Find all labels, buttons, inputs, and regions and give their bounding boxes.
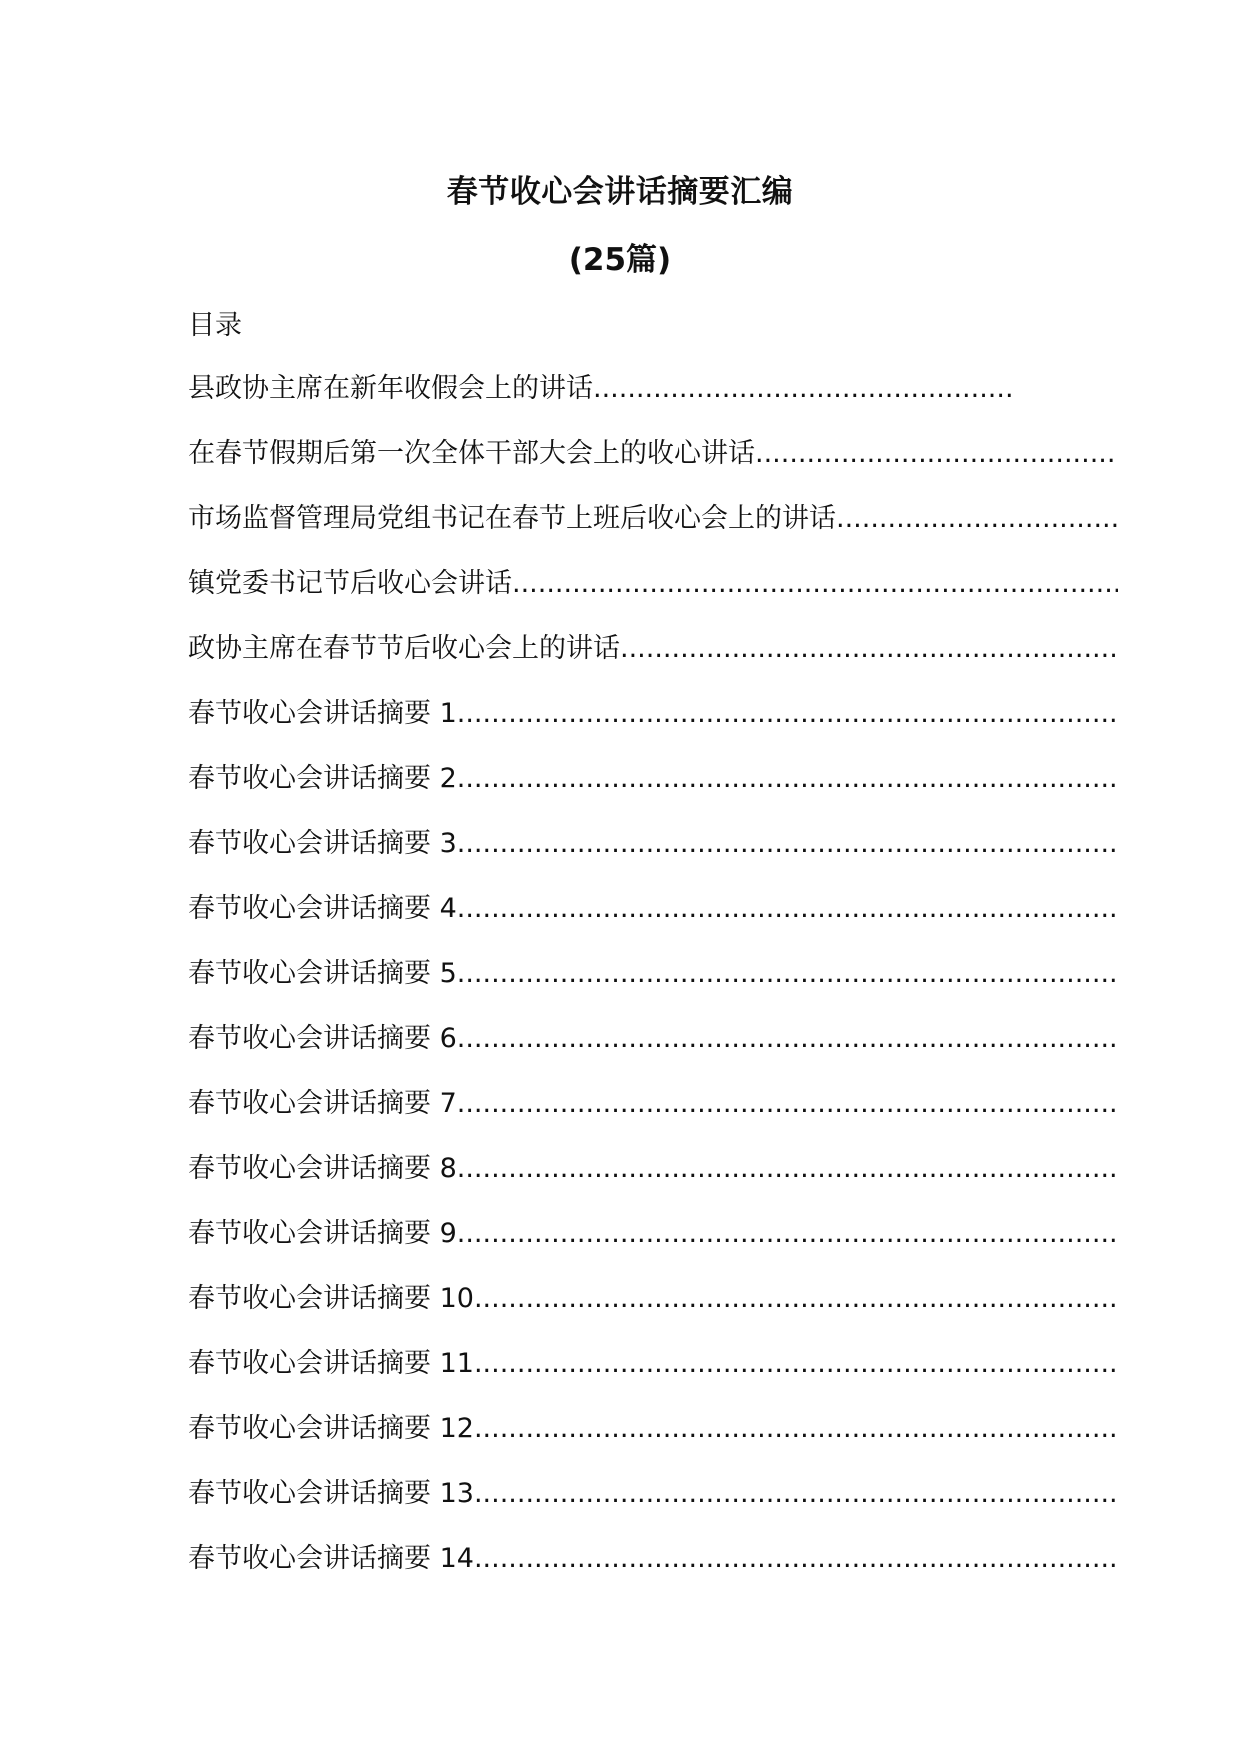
toc-item-label: 春节收心会讲话摘要 4 — [188, 893, 457, 924]
toc-item-label: 春节收心会讲话摘要 6 — [188, 1023, 457, 1054]
toc-item-label: 春节收心会讲话摘要 3 — [188, 828, 457, 859]
toc-item-label: 县政协主席在新年收假会上的讲话 — [188, 373, 593, 404]
dot-leader — [620, 631, 1118, 667]
document-title: 春节收心会讲话摘要汇编 — [446, 174, 794, 210]
toc-item-label: 春节收心会讲话摘要 5 — [188, 958, 457, 989]
toc-item[interactable] — [188, 631, 1118, 696]
toc-item[interactable] — [188, 956, 1118, 1021]
toc-item-label: 春节收心会讲话摘要 11 — [188, 1348, 474, 1379]
toc-item[interactable] — [188, 436, 1118, 501]
toc-item-label: 春节收心会讲话摘要 9 — [188, 1218, 457, 1249]
toc-item-label: 政协主席在春节节后收心会上的讲话 — [188, 633, 620, 664]
dot-leader — [457, 826, 1118, 862]
toc-item-label: 春节收心会讲话摘要 1 — [188, 698, 457, 729]
toc-item[interactable] — [188, 761, 1118, 826]
dot-leader — [836, 501, 1118, 537]
dot-leader — [457, 1086, 1118, 1122]
dot-leader — [474, 1346, 1118, 1382]
toc-item-label: 春节收心会讲话摘要 7 — [188, 1088, 457, 1119]
toc-item[interactable] — [188, 1346, 1118, 1411]
dot-leader — [457, 1151, 1118, 1187]
dot-leader — [512, 566, 1118, 602]
toc-item[interactable] — [188, 1476, 1118, 1541]
toc-item[interactable] — [188, 891, 1118, 956]
toc-item-label: 春节收心会讲话摘要 2 — [188, 763, 457, 794]
toc-item[interactable] — [188, 1086, 1118, 1151]
toc-item[interactable] — [188, 566, 1118, 631]
toc-item[interactable] — [188, 1021, 1118, 1086]
toc-item-label: 春节收心会讲话摘要 12 — [188, 1413, 474, 1444]
dot-leader — [457, 956, 1118, 992]
toc-item[interactable] — [188, 1281, 1118, 1346]
dot-leader — [457, 696, 1118, 732]
dot-leader — [457, 761, 1118, 797]
toc-item-label: 春节收心会讲话摘要 14 — [188, 1543, 474, 1574]
dot-leader — [593, 371, 1011, 407]
dot-leader — [474, 1411, 1118, 1447]
dot-leader — [457, 1021, 1118, 1057]
dot-leader — [474, 1281, 1118, 1317]
document-subtitle: (25篇) — [568, 242, 672, 278]
toc-item[interactable] — [188, 501, 1118, 566]
toc-item-label: 在春节假期后第一次全体干部大会上的收心讲话 — [188, 438, 755, 469]
toc-item[interactable] — [188, 371, 1118, 436]
toc-item[interactable] — [188, 696, 1118, 761]
toc-item[interactable] — [188, 1216, 1118, 1281]
dot-leader — [457, 1216, 1118, 1252]
toc-heading: 目录 — [188, 310, 242, 341]
toc-item[interactable] — [188, 1411, 1118, 1476]
dot-leader — [457, 891, 1118, 927]
table-of-contents — [188, 371, 1118, 1606]
dot-leader — [474, 1476, 1118, 1512]
toc-item-label: 春节收心会讲话摘要 10 — [188, 1283, 474, 1314]
toc-item-label: 市场监督管理局党组书记在春节上班后收心会上的讲话 — [188, 503, 836, 534]
dot-leader — [755, 436, 1118, 472]
toc-item[interactable] — [188, 1151, 1118, 1216]
dot-leader — [474, 1541, 1118, 1577]
toc-item[interactable] — [188, 826, 1118, 891]
toc-item-label: 春节收心会讲话摘要 13 — [188, 1478, 474, 1509]
toc-item-label: 镇党委书记节后收心会讲话 — [188, 568, 512, 599]
toc-item[interactable] — [188, 1541, 1118, 1606]
toc-item-label: 春节收心会讲话摘要 8 — [188, 1153, 457, 1184]
